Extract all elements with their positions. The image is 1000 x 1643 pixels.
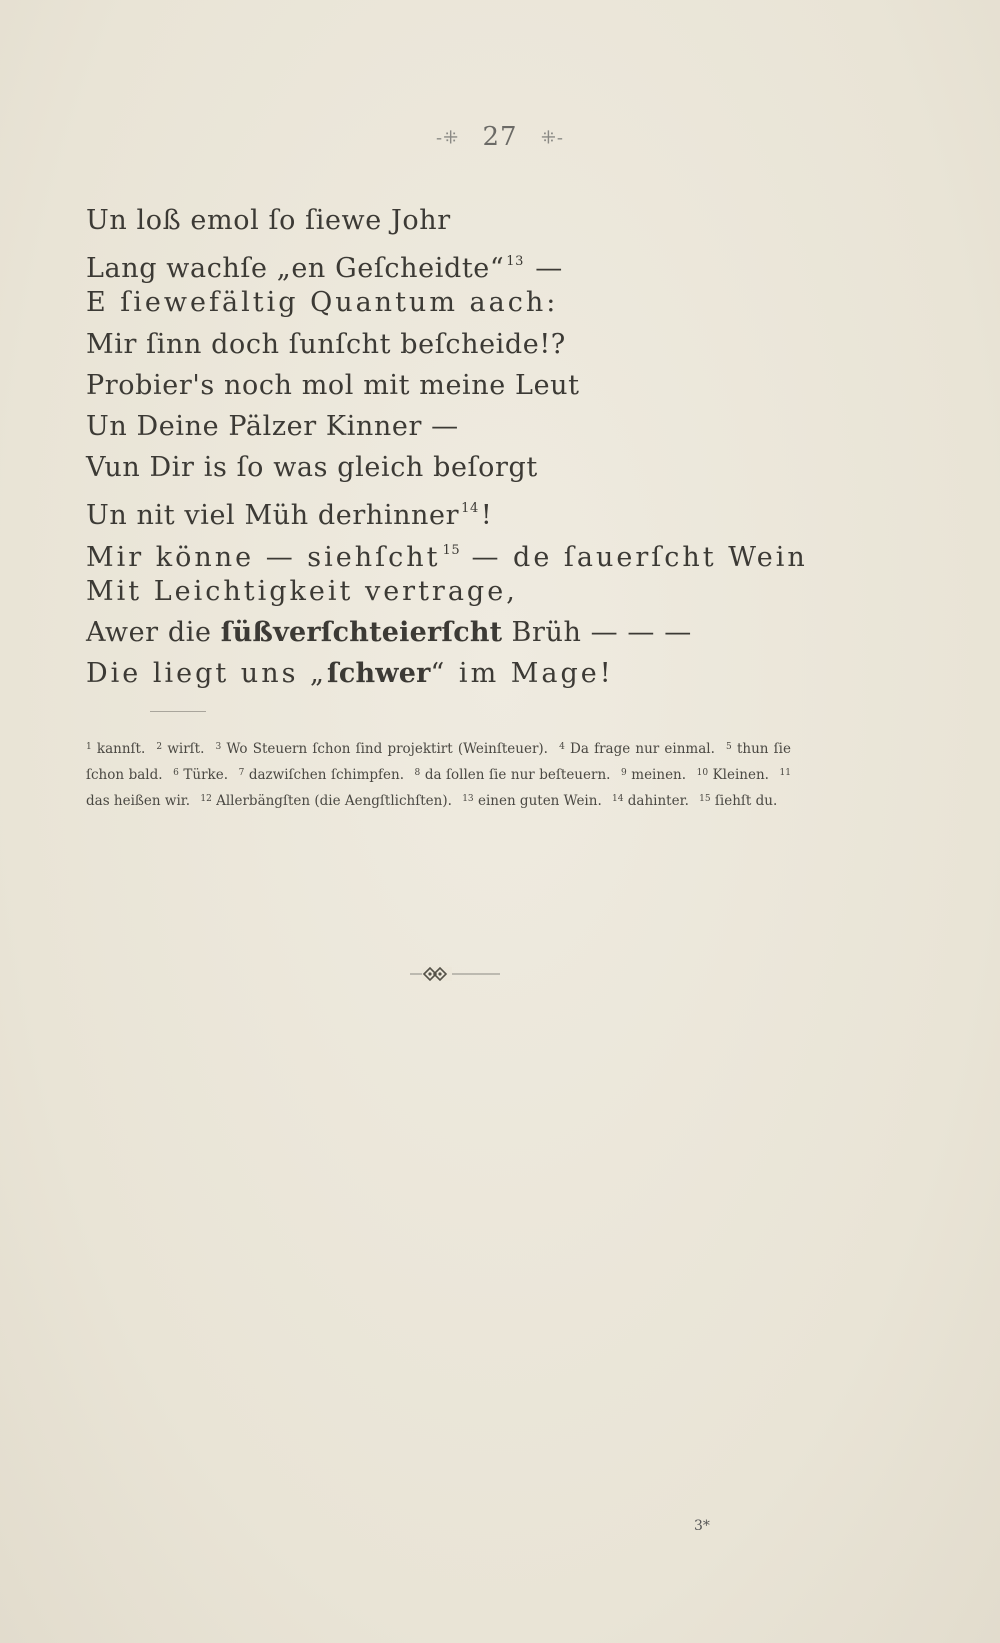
poem — [86, 200, 886, 694]
footnote: $^{13}$ einen guten Wein. — [462, 793, 602, 809]
poem-line: Un loß emol ſo ſiewe Johr — [86, 205, 451, 236]
poem-line: Awer die ſüßverſchteierſcht Brüh — — — — [86, 616, 692, 648]
footnote: $^6$ Türke. — [173, 767, 229, 783]
poem-line: Mir könne — siehſcht $^{15}$ — de ſauerſcht Wein — [86, 541, 808, 573]
page-number: 27 — [482, 122, 518, 152]
footnote: $^3$ Wo Steuern ſchon ſind projektirt (Weinſteuer). — [215, 741, 548, 757]
footnote: $^4$ Da frage nur einmal. — [559, 741, 715, 757]
page-header — [0, 122, 1000, 152]
footnote-ref: 13 — [506, 254, 525, 270]
footnote: $^{15}$ ſiehſt du. — [699, 793, 778, 809]
poem-line: Un Deine Pälzer Kinner — — [86, 410, 459, 442]
footnote: $^2$ wirſt. — [156, 741, 205, 757]
footnote: $^{12}$ Allerbängſten (die Aengſtlichſten). — [200, 793, 452, 809]
footnote-ref: 14 — [461, 501, 479, 517]
ornament-left: -⁜ — [436, 127, 460, 149]
poem-line: Lang wachſe „en Geſcheidte“ $^{13}$ — — [86, 253, 563, 285]
poem-line: Probier's noch mol mit meine Leut — [86, 369, 580, 401]
footnote-ref: 15 — [442, 542, 461, 558]
footnote: $^8$ da ſollen ſie nur beſteuern. — [414, 767, 611, 783]
footnote: $^{14}$ dahinter. — [612, 793, 689, 809]
poem-line: Mir ſinn doch ſunſcht beſcheide!? — [86, 328, 566, 360]
footnote: $^{11}$ das heißen wir. — [86, 768, 791, 809]
footnotes — [86, 735, 791, 813]
poem-line: E ſiewefältig Quantum aach: — [86, 287, 559, 319]
footnote: $^{10}$ Kleinen. — [696, 767, 769, 783]
footnote: $^5$ thun ſie ſchon bald. — [86, 741, 791, 783]
footnote-divider — [150, 711, 206, 712]
poem-line: Vun Dir is ſo was gleich beſorgt — [86, 452, 538, 484]
fleuron-ornament-icon — [410, 964, 500, 984]
poem-line: Un nit viel Müh derhinner $^{14}$! — [86, 500, 493, 532]
emphasized-word: ſüßverſchteierſcht — [220, 616, 503, 648]
ornament-right: ⁜- — [540, 127, 564, 149]
footnote: $^9$ meinen. — [620, 767, 687, 783]
poem-line: Mit Leichtigkeit vertrage, — [86, 575, 518, 607]
signature-mark: 3* — [694, 1518, 710, 1534]
footnote: $^7$ dazwiſchen ſchimpfen. — [238, 767, 404, 783]
footnote: $^1$ kannſt. — [86, 741, 146, 757]
poem-line: Die liegt uns „ſchwer“ im Mage! — [86, 658, 614, 690]
emphasized-word: ſchwer — [327, 658, 431, 690]
